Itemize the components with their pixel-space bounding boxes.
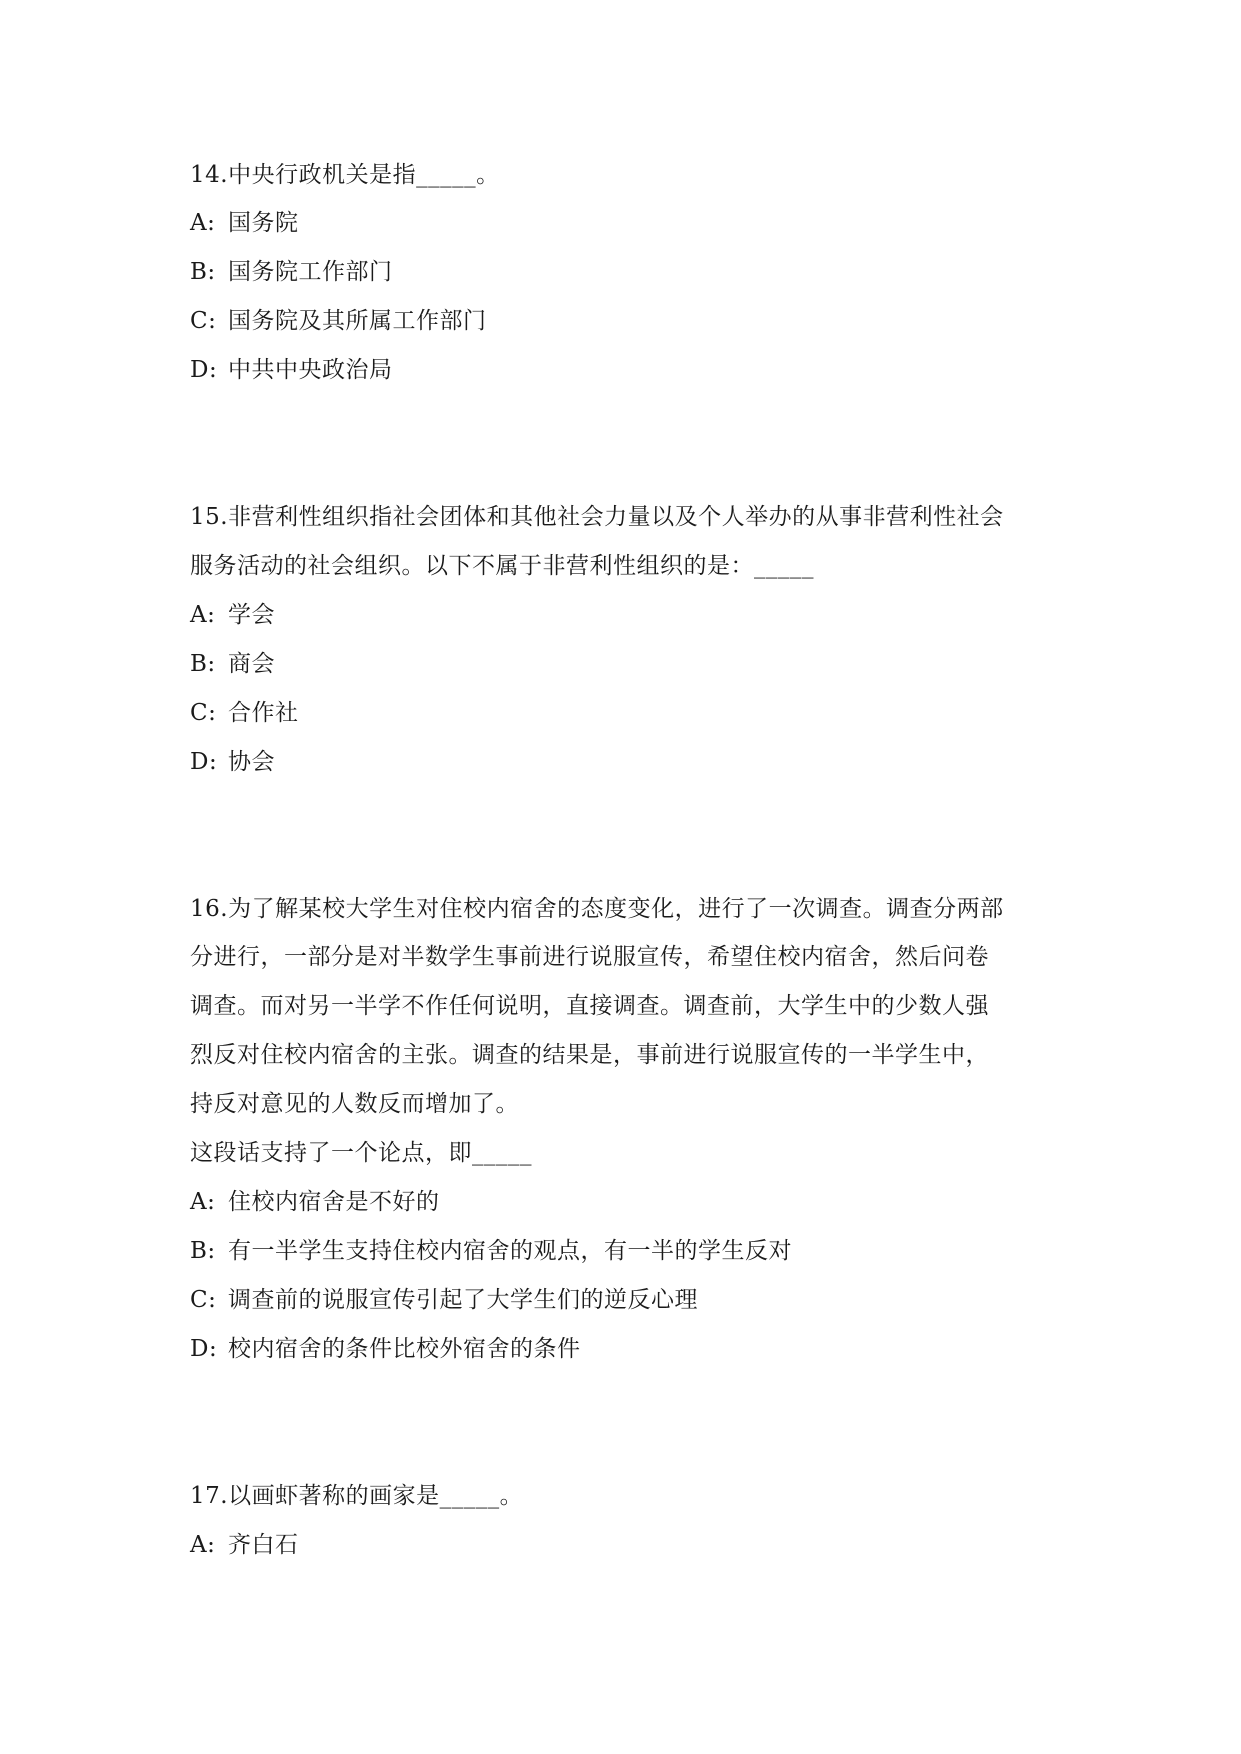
option-a [190, 1530, 299, 1560]
option-text: 国务院工作部门 [228, 259, 393, 285]
option-a [190, 1187, 440, 1217]
option-d [190, 355, 393, 385]
question-stem: 17.以画虾著称的画家是_____。 [190, 1483, 524, 1509]
option-key: D: [190, 1336, 218, 1362]
option-text: 学会 [228, 602, 275, 628]
question-stem: 烈反对住校内宿舍的主张。调查的结果是，事前进行说服宣传的一半学生中， [190, 1042, 989, 1068]
option-key: B: [190, 1238, 216, 1264]
option-key: D: [190, 749, 218, 775]
option-key: D: [190, 357, 218, 383]
question-stem: 分进行，一部分是对半数学生事前进行说服宣传，希望住校内宿舍，然后问卷 [190, 944, 989, 970]
option-text: 齐白石 [228, 1532, 299, 1558]
option-b [190, 257, 393, 287]
option-text: 校内宿舍的条件比校外宿舍的条件 [228, 1336, 581, 1362]
question-stem: 持反对意见的人数反而增加了。 [190, 1091, 519, 1117]
question-stem: 14.中央行政机关是指_____。 [190, 162, 500, 188]
option-a [190, 600, 275, 630]
option-text: 协会 [228, 749, 275, 775]
option-c [190, 1285, 698, 1315]
option-text: 国务院及其所属工作部门 [228, 308, 487, 334]
option-key: B: [190, 651, 216, 677]
option-key: A: [190, 1532, 216, 1558]
option-d [190, 1334, 581, 1364]
question-stem: 调查。而对另一半学不作任何说明，直接调查。调查前，大学生中的少数人强 [190, 993, 989, 1019]
option-text: 有一半学生支持住校内宿舍的观点，有一半的学生反对 [228, 1238, 792, 1264]
option-text: 国务院 [228, 210, 299, 236]
option-c [190, 698, 299, 728]
question-stem: 服务活动的社会组织。以下不属于非营利性组织的是：_____ [190, 553, 814, 579]
question-stem: 15.非营利性组织指社会团体和其他社会力量以及个人举办的从事非营利性社会 [190, 504, 1004, 530]
option-key: C: [190, 1287, 217, 1313]
option-text: 商会 [228, 651, 275, 677]
option-b [190, 649, 275, 679]
option-c [190, 306, 487, 336]
question-stem: 16.为了解某校大学生对住校内宿舍的态度变化，进行了一次调查。调查分两部 [190, 896, 1004, 922]
option-key: C: [190, 700, 217, 726]
question-stem: 这段话支持了一个论点，即_____ [190, 1140, 532, 1166]
option-key: C: [190, 308, 217, 334]
option-text: 调查前的说服宣传引起了大学生们的逆反心理 [228, 1287, 698, 1313]
option-key: A: [190, 1189, 216, 1215]
option-text: 合作社 [228, 700, 299, 726]
option-a [190, 208, 299, 238]
option-key: A: [190, 210, 216, 236]
option-key: A: [190, 602, 216, 628]
option-key: B: [190, 259, 216, 285]
option-b [190, 1236, 792, 1266]
option-text: 住校内宿舍是不好的 [228, 1189, 440, 1215]
option-d [190, 747, 275, 777]
option-text: 中共中央政治局 [228, 357, 393, 383]
